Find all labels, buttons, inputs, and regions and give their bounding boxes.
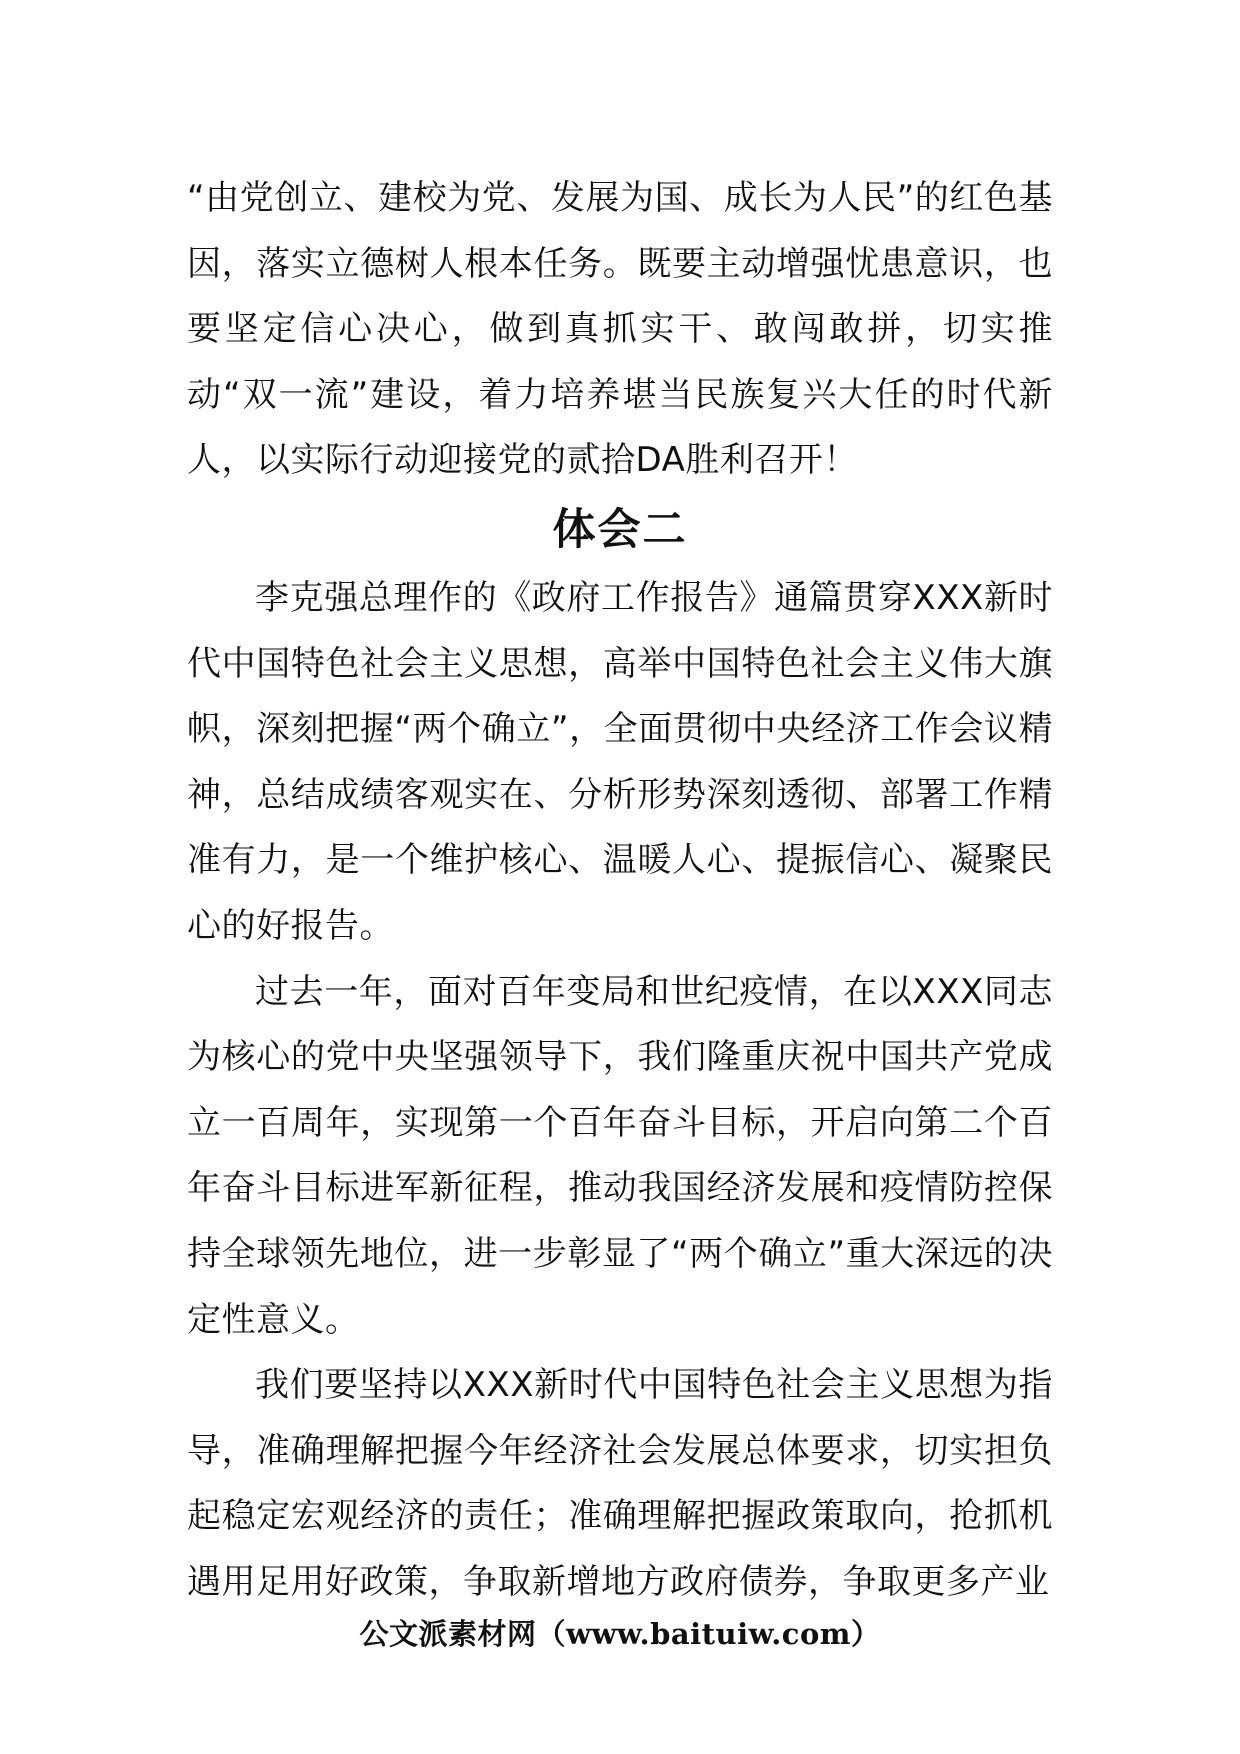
paragraph-1: 李克强总理作的《政府工作报告》通篇贯穿XXX新时代中国特色社会主义思想，高举中国特色社会主义伟大旗帜，深刻把握“两个确立”，全面贯彻中央经济工作会议精神，总结成绩客观实在、分析形势深刻透彻、部署工作精准有力，是一个维护核心、温暖人心、提振信心、凝聚民心的好报告。 <box>187 577 1053 946</box>
continued-paragraph: “由党创立、建校为党、发展为国、成长为人民”的红色基因，落实立德树人根本任务。既要主动增强忧患意识，也要坚定信心决心，做到真抓实干、敢闯敢拼，切实推动“双一流”建设，着力培养堪当民族复兴大任的时代新人，以实际行动迎接党的贰拾DA胜利召开！ <box>187 178 1053 481</box>
paragraph-2: 过去一年，面对百年变局和世纪疫情，在以XXX同志为核心的党中央坚强领导下，我们隆重庆祝中国共产党成立一百周年，实现第一个百年奋斗目标，开启向第二个百年奋斗目标进军新征程，推动我国经济发展和疫情防控保持全球领先地位，进一步彰显了“两个确立”重大深远的决定性意义。 <box>187 971 1053 1340</box>
section-heading: 体会二 <box>552 504 688 555</box>
paragraph-3: 我们要坚持以XXX新时代中国特色社会主义思想为指导，准确理解把握今年经济社会发展总体要求，切实担负起稳定宏观经济的责任；准确理解把握政策取向，抢抓机遇用足用好政策，争取新增地方政府债券，争取更多产业 <box>187 1365 1053 1602</box>
footer-watermark: 公文派素材网（www.baituiw.com） <box>359 1617 881 1651</box>
document-body <box>187 166 1053 1615</box>
